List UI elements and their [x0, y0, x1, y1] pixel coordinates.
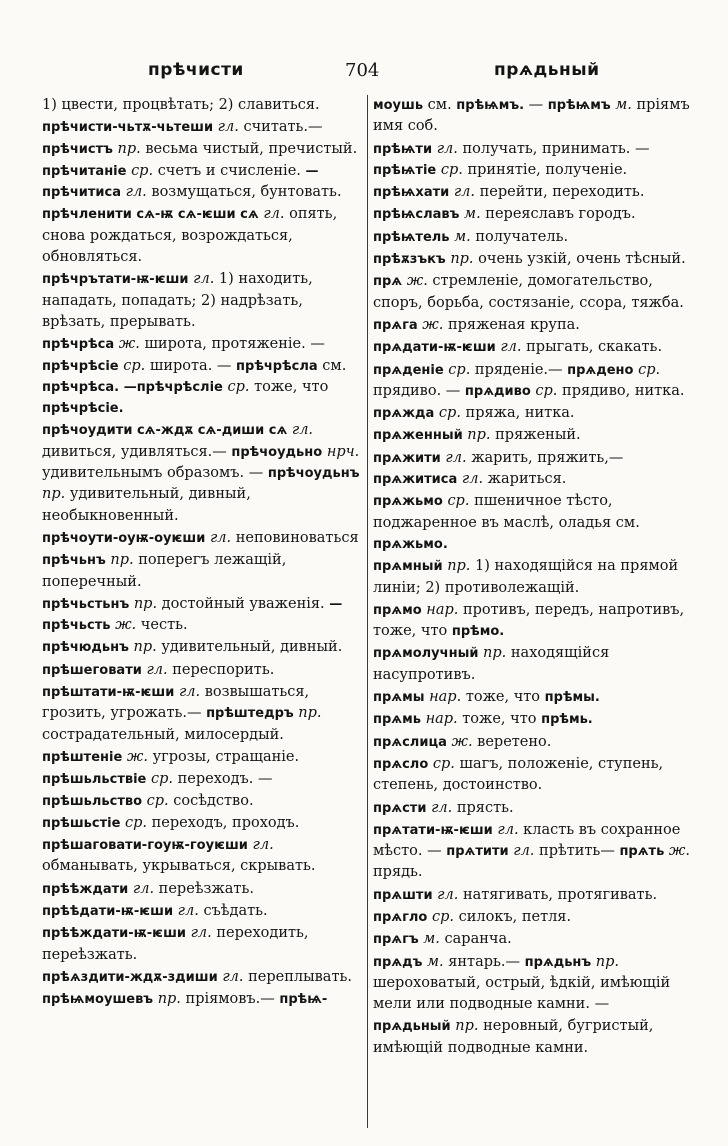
- headword: прѣѩти: [373, 141, 433, 157]
- dictionary-entry: [42, 161, 364, 204]
- definition-text: весьма чистый, пречистый.: [145, 140, 358, 157]
- definition-text: янтарь.—: [448, 953, 520, 970]
- definition-text: честь.: [140, 617, 188, 634]
- headword: прѣшаговати-гоуѭ-гоуѥши: [42, 838, 248, 854]
- headword: прѣшьльство: [42, 793, 143, 809]
- definition-text: пряжа, нитка.: [465, 405, 575, 422]
- dictionary-entry: [373, 556, 695, 599]
- cross-reference: прѣчрѣсіе.: [42, 401, 124, 417]
- dictionary-entry: [373, 885, 695, 906]
- grammar-label: гл.: [209, 529, 232, 546]
- dictionary-entry: [42, 813, 364, 834]
- headword: прѧжда: [373, 406, 435, 422]
- headword: прѧгло: [373, 909, 428, 925]
- grammar-label: пр.: [455, 1018, 479, 1035]
- definition-text: тоже, что: [465, 689, 541, 706]
- grammar-label: пр.: [447, 558, 471, 575]
- definition-text: прядиво. —: [373, 382, 461, 399]
- grammar-label: ср.: [432, 755, 455, 772]
- dictionary-entry: [373, 182, 695, 203]
- headword: прѧсти: [373, 800, 427, 816]
- headword: прѣѩславъ: [373, 207, 460, 223]
- grammar-label: гл.: [178, 684, 201, 701]
- cross-reference: прѣчрѣса.: [42, 379, 120, 395]
- definition-text: возвышаться, грозить, угрожать.—: [42, 684, 310, 722]
- running-header: [0, 60, 728, 86]
- grammar-label: пр.: [157, 991, 181, 1008]
- grammar-label: нар.: [426, 601, 459, 618]
- definition-text: получатель.: [475, 228, 569, 245]
- grammar-label: гл.: [193, 271, 215, 288]
- dictionary-entry: [373, 403, 695, 424]
- dictionary-entry: [373, 798, 695, 819]
- headword: прѧжитиса: [373, 472, 458, 488]
- headword: прѧтити: [446, 844, 509, 860]
- definition-text: пріямовъ.—: [185, 991, 275, 1008]
- headword: прѣчрътати-ѭ-ѥши: [42, 272, 189, 288]
- definition-text: веретено.: [477, 733, 552, 750]
- definition-text: прясть.: [456, 799, 514, 816]
- headword: моушь: [373, 98, 424, 113]
- dictionary-entry: [373, 754, 695, 797]
- dictionary-entry: [42, 923, 364, 966]
- page-number: 704: [345, 60, 380, 81]
- definition-text: сострадательный, милосердый.: [42, 726, 284, 743]
- headword: прѧдъ: [373, 954, 423, 970]
- grammar-label: гл.: [263, 206, 285, 223]
- headword: прѣчрѣсіе: [42, 358, 119, 374]
- definition-text: широта. —: [149, 357, 232, 374]
- headword: прѧмо: [373, 602, 422, 618]
- dictionary-entry: [373, 709, 695, 730]
- headword: прѣѩтель: [373, 229, 450, 245]
- grammar-label: гл.: [461, 471, 484, 488]
- headword: прѣчьнъ: [42, 553, 106, 569]
- grammar-label: ж.: [406, 273, 428, 290]
- dictionary-entry: [42, 528, 364, 549]
- headword: прѣштати-ѭ-ѥши: [42, 685, 175, 701]
- dictionary-entry: [42, 117, 364, 160]
- dictionary-entry: [42, 95, 364, 116]
- headword: прѣѩ-: [279, 992, 328, 1008]
- dictionary-entry: [42, 747, 364, 768]
- grammar-label: пр.: [133, 595, 158, 612]
- headword: прѧ: [373, 274, 403, 290]
- dictionary-entry: [373, 732, 695, 753]
- definition-text: переходъ, проходъ.: [151, 814, 300, 831]
- grammar-label: нар.: [425, 711, 458, 728]
- dictionary-entry: [373, 337, 695, 358]
- grammar-label: гл.: [513, 843, 535, 860]
- definition-text: считать.—: [243, 119, 323, 136]
- definition-text: пшеничное тѣсто, поджаренное въ маслѣ, оладья см.: [373, 493, 640, 531]
- grammar-label: пр.: [450, 251, 474, 268]
- headword: прѧдиво: [464, 383, 531, 399]
- definition-text: дивиться, удивляться.—: [42, 443, 227, 460]
- grammar-label: гл.: [177, 902, 199, 919]
- headword: прѧмь: [373, 712, 421, 728]
- grammar-label: нар.: [429, 689, 462, 706]
- definition-text: удивительнымъ образомъ. —: [42, 465, 264, 482]
- cross-reference: прѣмь.: [541, 712, 593, 728]
- column-divider: [367, 95, 368, 1128]
- headword: прѧшти: [373, 887, 433, 903]
- dictionary-entry: [373, 448, 695, 491]
- grammar-label: гл.: [431, 799, 453, 816]
- grammar-label: ж.: [115, 617, 137, 634]
- definition-text: 1) находить, нападать, попадать; 2) надрѣзать, врѣзать, прерывать.: [42, 271, 313, 330]
- definition-text: переяславъ городъ.: [485, 206, 636, 223]
- headword: прѧженный: [373, 428, 463, 444]
- definition-text: стремленіе, домогательство, споръ, борьба, состязаніе, ссора, тяжба.: [373, 273, 684, 311]
- definition-text: см.: [427, 97, 452, 113]
- cross-reference: прѣмо.: [451, 624, 505, 640]
- definition-text: неровный, бугристый, имѣющій подводные камни.: [373, 1018, 654, 1056]
- definition-text: очень узкій, очень тѣсный.: [478, 251, 686, 268]
- definition-text: счетъ и счисленіе.: [157, 162, 301, 179]
- headword: прѣчоудьнъ: [267, 466, 360, 482]
- definition-text: 1) цвести, процвѣтать; 2) славиться.: [42, 97, 320, 113]
- headword: прѧдати-ѭ-ѥши: [373, 340, 496, 356]
- definition-text: противъ, передъ, напротивъ, тоже, что: [373, 601, 685, 640]
- headword: прѣчистъ: [42, 141, 113, 157]
- grammar-label: ср.: [638, 361, 661, 378]
- dictionary-entry: [373, 1016, 695, 1059]
- definition-text: силокъ, петля.: [458, 908, 572, 925]
- definition-text: удивительный, дивный.: [161, 639, 343, 656]
- definition-text: жариться.: [487, 471, 567, 488]
- headword: прѣшеговати: [42, 662, 142, 678]
- headword: прѣѣждати: [42, 881, 129, 897]
- dictionary-entry: [373, 360, 695, 403]
- grammar-label: м.: [423, 931, 440, 948]
- grammar-label: пр.: [483, 645, 507, 662]
- dictionary-entry: [373, 271, 695, 314]
- dictionary-entry: [42, 967, 364, 988]
- dictionary-entry: [42, 901, 364, 922]
- definition-text: саранча.: [444, 931, 512, 948]
- dictionary-entry: [42, 204, 364, 268]
- grammar-label: м.: [615, 97, 632, 113]
- definition-text: неповиноваться: [235, 529, 359, 546]
- headword: прѧтати-ѭ-ѥши: [373, 822, 493, 838]
- definition-text: переходить, переѣзжать.: [42, 925, 309, 963]
- dictionary-entry: [373, 929, 695, 950]
- headword: прѣѩхати: [373, 185, 450, 201]
- headword: прѣшьльствіе: [42, 772, 147, 788]
- definition-text: 1) находящійся на прямой линіи; 2) противолежащій.: [373, 558, 679, 596]
- grammar-label: ср.: [440, 161, 463, 178]
- headword: прѧмный: [373, 559, 443, 575]
- grammar-label: пр.: [42, 486, 66, 503]
- grammar-label: ср.: [448, 361, 471, 378]
- headword: прѣштеніе: [42, 749, 123, 765]
- dictionary-entry: [373, 139, 695, 182]
- definition-text: широта, протяженіе. —: [144, 336, 325, 353]
- headword: прѣчоудьно: [231, 444, 323, 460]
- definition-text: пріямъ имя соб.: [373, 97, 690, 135]
- grammar-label: гл.: [190, 925, 212, 942]
- dictionary-entry: [373, 643, 695, 686]
- grammar-label: гл.: [453, 184, 476, 201]
- headword: прѣчрѣсла: [236, 358, 318, 374]
- headword: прѧдено: [567, 362, 634, 378]
- header-right-guideword: прѧдьный: [494, 60, 600, 80]
- dictionary-entry: [373, 425, 695, 446]
- headword: прѣчюдьнъ: [42, 640, 129, 656]
- definition-text: принятіе, полученіе.: [467, 161, 628, 178]
- definition-text: класть въ сохранное мѣсто. —: [373, 821, 681, 860]
- grammar-label: гл.: [132, 880, 155, 897]
- headword: прѣчисти-чьтѫ-чьтеши: [42, 120, 214, 136]
- grammar-label: ср.: [535, 382, 558, 399]
- headword: прѧжити: [373, 450, 441, 466]
- grammar-label: пр.: [133, 639, 157, 656]
- dictionary-entry: [42, 989, 364, 1010]
- headword: прѣѫзъкъ: [373, 252, 446, 268]
- headword: прѧга: [373, 317, 418, 333]
- headword: прѧдьный: [373, 1019, 451, 1035]
- left-column: [42, 95, 364, 1011]
- headword: прѣѩмъ: [547, 98, 611, 113]
- grammar-label: гл.: [436, 140, 458, 157]
- grammar-label: ж.: [451, 733, 473, 750]
- definition-text: тоже, что: [462, 711, 537, 728]
- grammar-label: гл.: [125, 184, 147, 201]
- dictionary-entry: [42, 269, 364, 333]
- dictionary-entry: [42, 660, 364, 681]
- headword: прѣчоудити сѧ-ждѫ сѧ-диши сѧ: [42, 423, 288, 439]
- dictionary-entry: [42, 594, 364, 637]
- dictionary-entry: [373, 315, 695, 336]
- headword: прѣштедръ: [206, 706, 294, 722]
- grammar-label: пр.: [595, 953, 620, 970]
- definition-text: переѣзжать.: [158, 880, 254, 897]
- headword: прѣѩтіе: [373, 162, 437, 178]
- dictionary-entry: [42, 835, 364, 878]
- grammar-label: гл.: [222, 968, 244, 985]
- dictionary-entry: [373, 95, 695, 138]
- grammar-label: ж.: [422, 316, 444, 333]
- grammar-label: м.: [454, 228, 471, 245]
- headword: прѣчоути-оуѭ-оуѥши: [42, 530, 206, 546]
- definition-text: пряженая крупа.: [447, 316, 580, 333]
- headword: прѣчитаніе: [42, 163, 127, 179]
- headword: —прѣчитиса: [42, 163, 319, 201]
- header-left-guideword: прѣчисти: [148, 60, 244, 80]
- definition-text: сосѣдство.: [173, 792, 254, 809]
- grammar-label: м.: [464, 206, 481, 223]
- headword: прѣѧздити-ждѫ-здиши: [42, 969, 218, 985]
- dictionary-entry: [373, 204, 695, 225]
- cross-reference: прѣмы.: [544, 690, 600, 706]
- headword: прѧгъ: [373, 932, 419, 948]
- dictionary-entry: [42, 682, 364, 746]
- headword: прѧдьнъ: [524, 954, 592, 970]
- headword: прѣчьстьнъ: [42, 596, 130, 612]
- grammar-label: гл.: [500, 339, 522, 356]
- grammar-label: ж.: [126, 748, 148, 765]
- grammar-label: нрч.: [326, 443, 360, 460]
- headword: прѣѩмоушевъ: [42, 992, 154, 1008]
- grammar-label: пр.: [110, 552, 134, 569]
- definition-text: возмущаться, бунтовать.: [151, 184, 342, 201]
- grammar-label: ср.: [438, 405, 461, 422]
- grammar-label: ср.: [227, 378, 250, 395]
- grammar-label: гл.: [497, 821, 519, 838]
- dictionary-entry: [42, 769, 364, 812]
- grammar-label: гл.: [217, 119, 239, 136]
- headword: прѣчрѣса: [42, 337, 115, 353]
- definition-text: опять, снова рождаться, возрождаться, обновляться.: [42, 206, 338, 266]
- headword: прѣѣдати-ѭ-ѥши: [42, 903, 174, 919]
- headword: прѧть: [619, 844, 665, 860]
- definition-text: прядь.: [373, 864, 423, 881]
- headword: прѧсло: [373, 756, 429, 772]
- dictionary-entry: [373, 600, 695, 643]
- definition-text: переплывать.: [248, 968, 352, 985]
- grammar-label: ср.: [431, 908, 454, 925]
- dictionary-entry: [373, 952, 695, 1016]
- dictionary-entry: [42, 550, 364, 593]
- definition-text: шагъ, положеніе, ступень, степень, достоинство.: [373, 755, 664, 794]
- definition-text: перейти, переходить.: [479, 184, 645, 201]
- headword: прѧмы: [373, 690, 425, 706]
- cross-reference: прѣѩмъ.: [456, 98, 525, 113]
- definition-text: тоже, что: [254, 378, 329, 395]
- definition-text: см.: [322, 357, 347, 374]
- headword: прѧжьмо: [373, 494, 443, 510]
- dictionary-entry: [373, 820, 695, 884]
- grammar-label: гл.: [437, 886, 459, 903]
- dictionary-entry: [42, 420, 364, 526]
- grammar-label: гл.: [445, 449, 467, 466]
- dictionary-entry: [42, 334, 364, 419]
- definition-text: находящійся насупротивъ.: [373, 645, 610, 683]
- definition-text: прѣтить—: [539, 843, 615, 860]
- grammar-label: ср.: [123, 357, 146, 374]
- grammar-label: ж.: [668, 843, 690, 860]
- headword: прѣшьстіе: [42, 815, 121, 831]
- headword: —прѣчрѣсліе: [123, 379, 223, 395]
- definition-text: прыгать, скакать.: [526, 339, 663, 356]
- cross-reference: прѧжьмо.: [373, 536, 448, 552]
- grammar-label: ср.: [150, 771, 173, 788]
- grammar-label: ср.: [125, 814, 148, 831]
- grammar-label: пр.: [117, 140, 141, 157]
- dictionary-entry: [42, 879, 364, 900]
- right-column: [373, 95, 695, 1060]
- headword: прѧмолучный: [373, 646, 479, 662]
- dictionary-entry: [373, 491, 695, 555]
- definition-text: натягивать, протягивать.: [462, 886, 658, 903]
- definition-text: получать, принимать. —: [462, 140, 650, 157]
- grammar-label: гл.: [291, 422, 314, 439]
- definition-text: переходъ. —: [177, 771, 273, 788]
- grammar-label: ср.: [146, 792, 169, 809]
- definition-text: достойный уваженія.: [161, 595, 325, 612]
- definition-text: поперегъ лежащій, поперечный.: [42, 552, 287, 590]
- grammar-label: пр.: [467, 427, 491, 444]
- definition-text: переспорить.: [172, 661, 275, 678]
- definition-text: жарить, пряжить,—: [471, 449, 624, 466]
- definition-text: угрозы, стращаніе.: [152, 748, 300, 765]
- definition-text: обманывать, укрываться, скрывать.: [42, 858, 316, 875]
- dictionary-entry: [373, 687, 695, 708]
- definition-text: шероховатый, острый, ѣдкій, имѣющій мели или подводные камни. —: [373, 974, 671, 1013]
- definition-text: удивительный, дивный, необыкновенный.: [42, 486, 251, 524]
- headword: прѣчленити сѧ-ѭ сѧ-ѥши сѧ: [42, 207, 259, 223]
- definition-text: съѣдать.: [203, 902, 268, 919]
- definition-text: пряденіе.—: [474, 361, 563, 378]
- grammar-label: м.: [426, 953, 444, 970]
- grammar-label: пр.: [298, 705, 322, 722]
- grammar-label: гл.: [146, 661, 168, 678]
- grammar-label: ж.: [118, 336, 140, 353]
- definition-text: —: [528, 97, 544, 113]
- headword: прѧслица: [373, 734, 447, 750]
- definition-text: пряженый.: [495, 427, 581, 444]
- grammar-label: ср.: [131, 162, 154, 179]
- headword: прѣѣждати-ѭ-ѥши: [42, 926, 186, 942]
- dictionary-entry: [373, 907, 695, 928]
- headword: —прѣчьсть: [42, 596, 343, 634]
- definition-text: прядиво, нитка.: [562, 382, 685, 399]
- dictionary-entry: [373, 227, 695, 248]
- grammar-label: гл.: [252, 837, 274, 854]
- dictionary-entry: [42, 637, 364, 658]
- dictionary-entry: [373, 249, 695, 270]
- headword: прѧденіе: [373, 362, 444, 378]
- grammar-label: ср.: [447, 493, 470, 510]
